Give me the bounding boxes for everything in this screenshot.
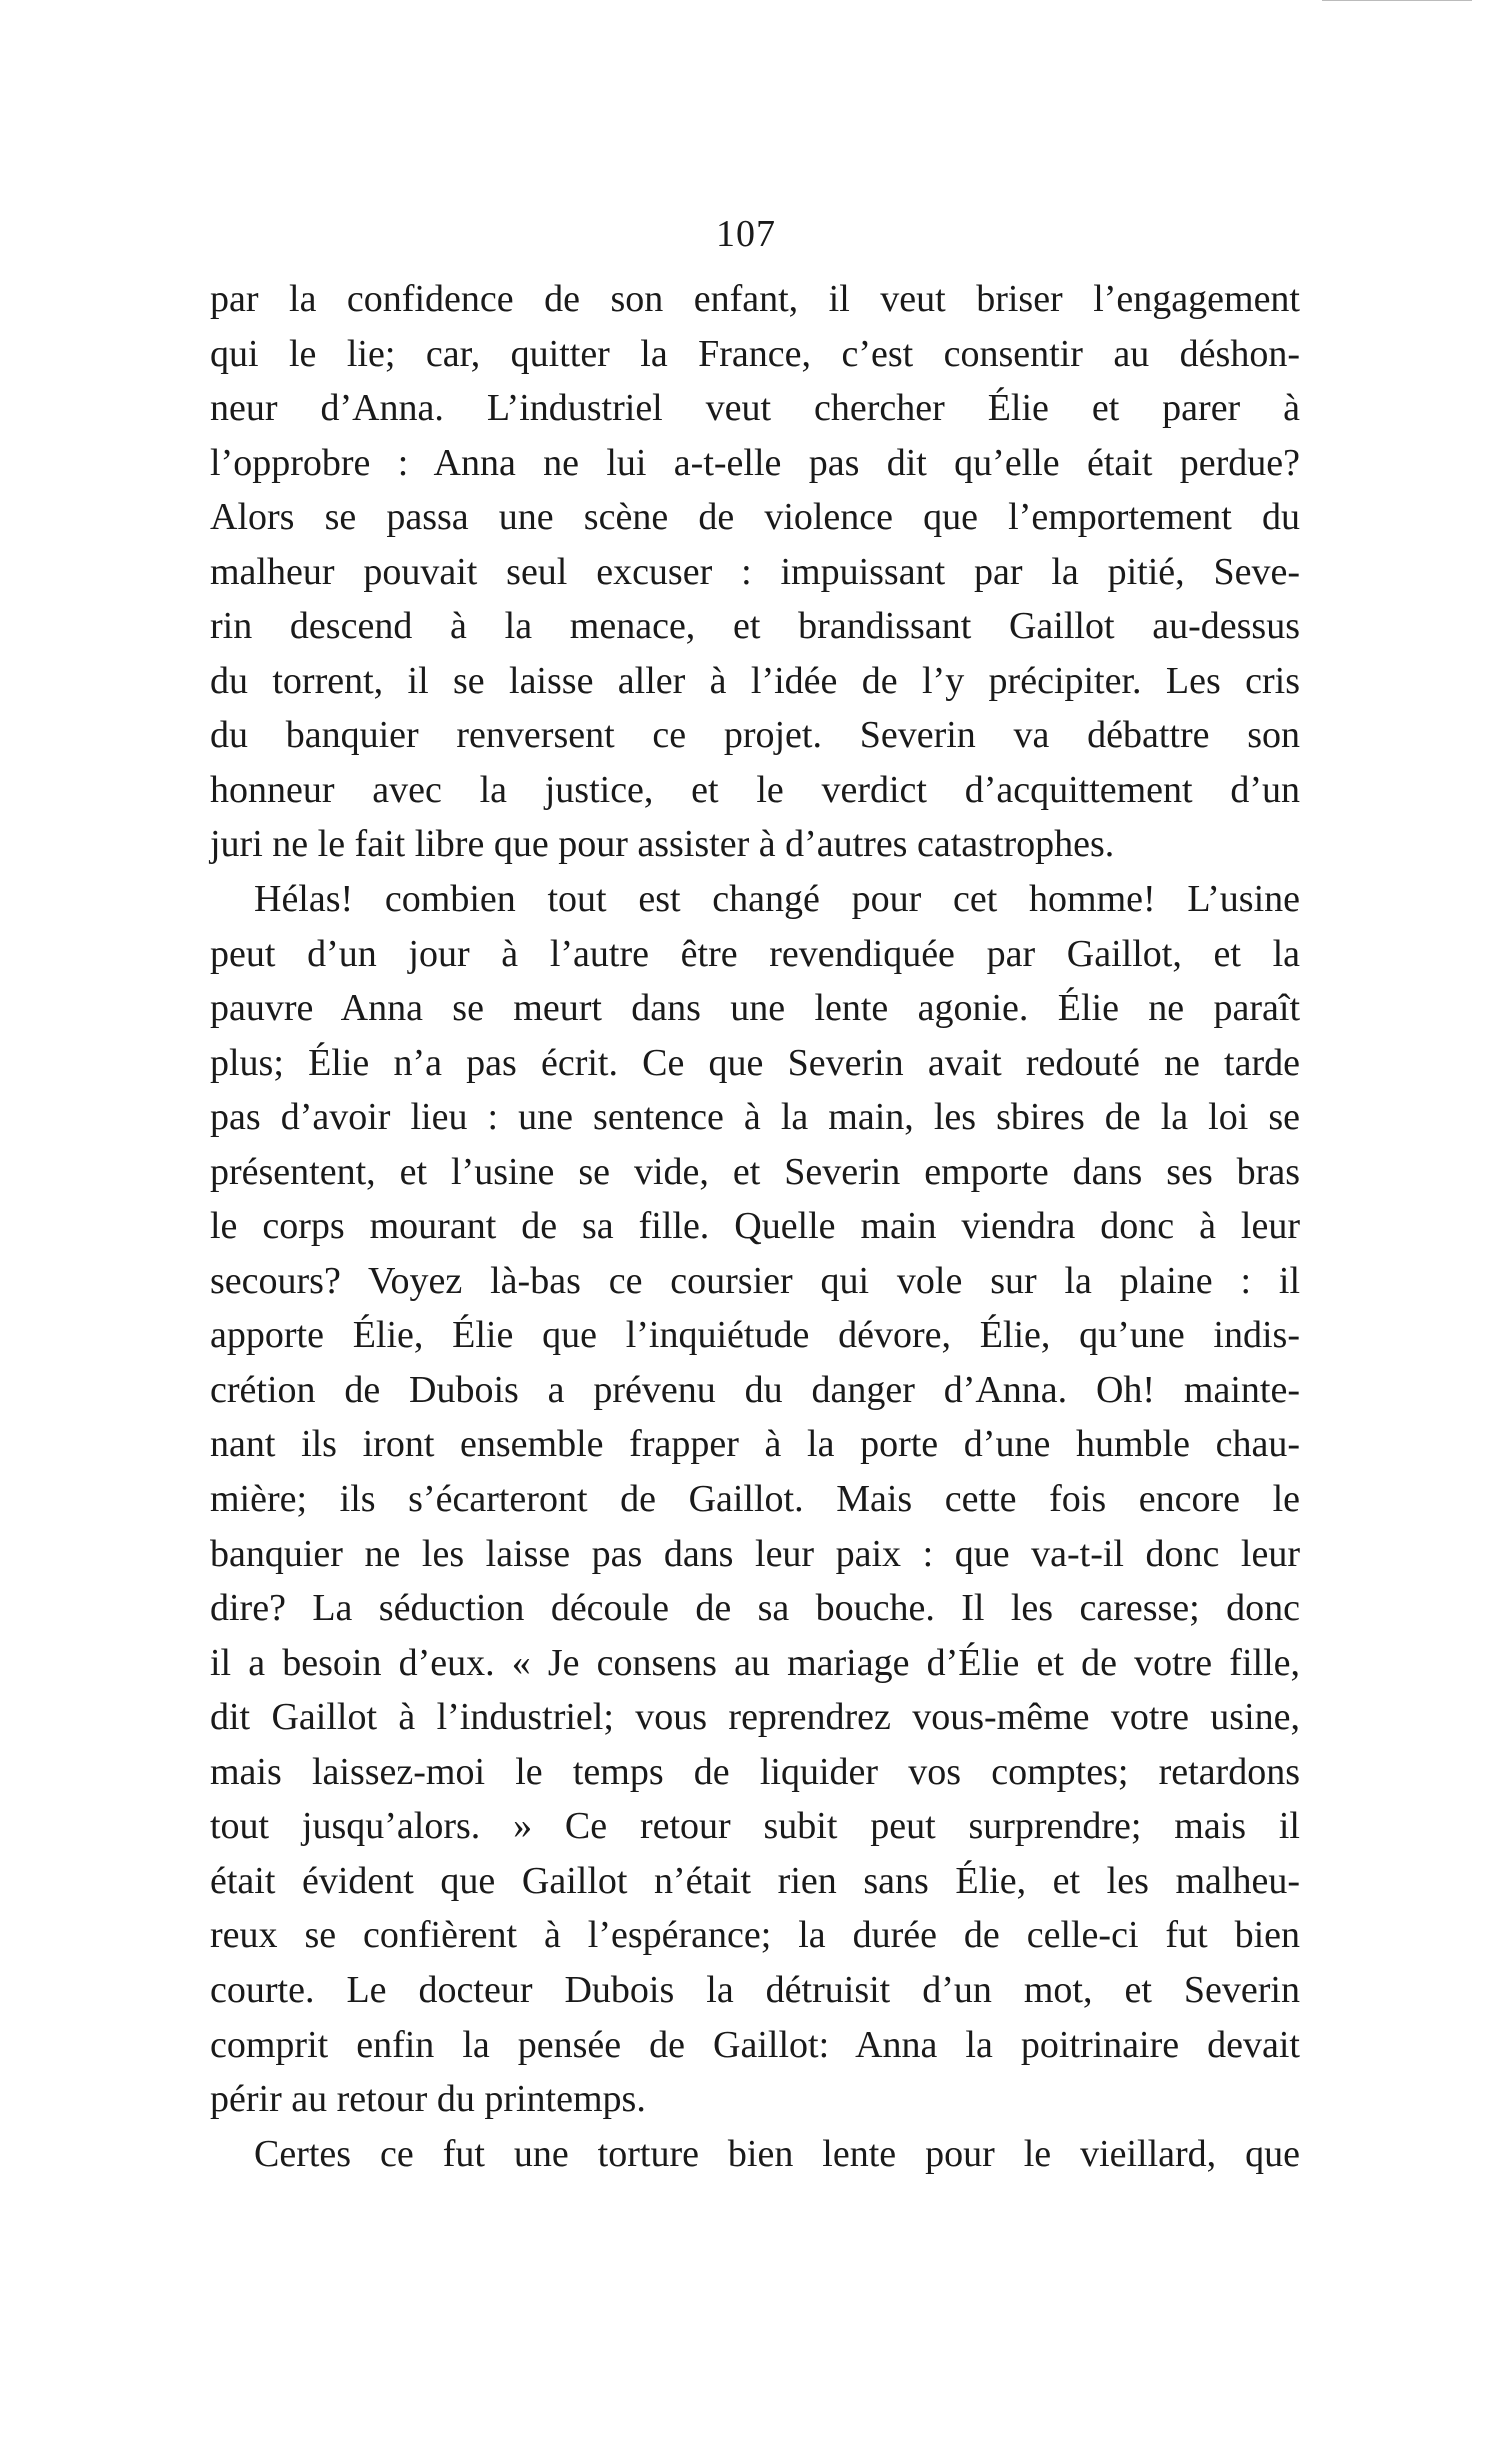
body-text [210, 272, 1300, 2181]
text-line: nant ils iront ensemble frapper à la porte d’une humble chau- [210, 1423, 1300, 1466]
text-line: honneur avec la justice, et le verdict d’acquittement d’un [210, 768, 1300, 811]
text-line: présentent, et l’usine se vide, et Severin emporte dans ses bras [210, 1150, 1300, 1193]
text-line: du banquier renversent ce projet. Severin va débattre son [210, 714, 1300, 757]
page-number: 107 [716, 213, 776, 255]
text-line: Alors se passa une scène de violence que l’emportement du [210, 496, 1300, 539]
text-line: malheur pouvait seul excuser : impuissant par la pitié, Seve- [210, 550, 1300, 593]
text-line: mière; ils s’écarteront de Gaillot. Mais cette fois encore le [210, 1478, 1300, 1521]
text-line: secours? Voyez là-bas ce coursier qui vole sur la plaine : il [210, 1259, 1300, 1302]
text-line: Certes ce fut une torture bien lente pour le vieillard, que [254, 2132, 1300, 2175]
scan-edge-mark [1322, 0, 1472, 1]
text-line: dire? La séduction découle de sa bouche. Il les caresse; donc [210, 1587, 1300, 1630]
text-line: neur d’Anna. L’industriel veut chercher Élie et parer à [210, 387, 1300, 430]
paragraph-3 [210, 2127, 1300, 2182]
text-line: tout jusqu’alors. » Ce retour subit peut surprendre; mais il [210, 1805, 1300, 1848]
text-line: rin descend à la menace, et brandissant Gaillot au-dessus [210, 605, 1300, 648]
text-line: l’opprobre : Anna ne lui a-t-elle pas dit qu’elle était perdue? [210, 441, 1300, 484]
text-line: Hélas! combien tout est changé pour cet homme! L’usine [254, 878, 1300, 921]
text-line: périr au retour du printemps. [210, 2078, 646, 2121]
paragraph-1 [210, 272, 1300, 872]
text-line: peut d’un jour à l’autre être revendiquée par Gaillot, et la [210, 932, 1300, 975]
text-line: par la confidence de son enfant, il veut briser l’engagement [210, 278, 1300, 320]
text-line: pas d’avoir lieu : une sentence à la main, les sbires de la loi se [210, 1096, 1300, 1139]
text-line: courte. Le docteur Dubois la détruisit d’un mot, et Severin [210, 1968, 1300, 2011]
text-line: reux se confièrent à l’espérance; la durée de celle-ci fut bien [210, 1914, 1300, 1957]
text-line: était évident que Gaillot n’était rien sans Élie, et les malheu- [210, 1859, 1300, 1902]
text-line: plus; Élie n’a pas écrit. Ce que Severin avait redouté ne tarde [210, 1041, 1300, 1084]
text-line: crétion de Dubois a prévenu du danger d’Anna. Oh! mainte- [210, 1368, 1300, 1411]
paragraph-2 [210, 872, 1300, 2127]
text-line: il a besoin d’eux. « Je consens au mariage d’Élie et de votre fille, [210, 1641, 1300, 1684]
text-line: qui le lie; car, quitter la France, c’est consentir au déshon- [210, 332, 1300, 375]
text-line: banquier ne les laisse pas dans leur paix : que va-t-il donc leur [210, 1532, 1300, 1575]
text-line: comprit enfin la pensée de Gaillot: Anna la poitrinaire devait [210, 2023, 1300, 2066]
text-line: pauvre Anna se meurt dans une lente agonie. Élie ne paraît [210, 987, 1300, 1030]
text-line: le corps mourant de sa fille. Quelle main viendra donc à leur [210, 1205, 1300, 1248]
text-line: juri ne le fait libre que pour assister à d’autres catastrophes. [210, 823, 1115, 866]
text-line: mais laissez-moi le temps de liquider vos comptes; retardons [210, 1750, 1300, 1793]
text-line: apporte Élie, Élie que l’inquiétude dévore, Élie, qu’une indis- [210, 1314, 1300, 1357]
text-line: dit Gaillot à l’industriel; vous reprendrez vous-même votre usine, [210, 1696, 1300, 1739]
text-line: du torrent, il se laisse aller à l’idée de l’y précipiter. Les cris [210, 659, 1300, 702]
